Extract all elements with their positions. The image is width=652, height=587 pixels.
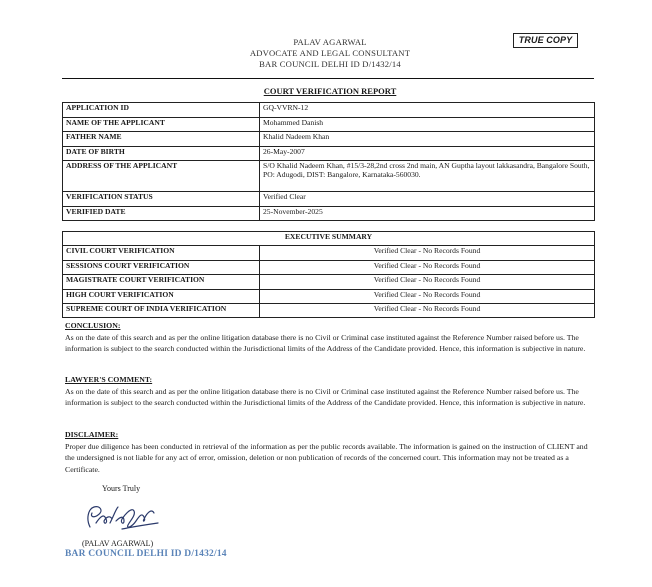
letterhead-name: PALAV AGARWAL [293, 37, 367, 47]
table-row [63, 117, 595, 132]
conclusion-text: As on the date of this search and as per the online litigation database there is no Civil or Criminal case instituted against the Reference Number raised before us. The information is subject to the search conducted within the Jurisdictional limits of the Address of the Candidate provided. Hence, this information is subjective in nature. [65, 332, 586, 353]
table-row [63, 289, 595, 303]
signature-image [82, 499, 162, 535]
row-value: Verified Clear - No Records Found [260, 260, 595, 274]
executive-summary-heading: EXECUTIVE SUMMARY [63, 232, 595, 246]
conclusion-heading: CONCLUSION: [65, 321, 121, 330]
row-label: ADDRESS OF THE APPLICANT [63, 161, 260, 192]
row-label: DATE OF BIRTH [63, 146, 260, 161]
row-value: S/O Khalid Nadeem Khan, #15/3-28,2nd cross 2nd main, AN Guptha layout lakkasandra, Bangalore South, PO: Adugodi, DIST: Bangalore, Karnataka-560030. [260, 161, 595, 192]
lawyers-comment-heading: LAWYER'S COMMENT: [65, 375, 153, 384]
row-value: Verified Clear - No Records Found [260, 303, 595, 317]
table-row [63, 260, 595, 274]
row-value: Mohammed Danish [260, 117, 595, 132]
lawyers-comment-text: As on the date of this search and as per the online litigation database there is no Civil or Criminal case instituted against the Reference Number raised before us. The information is subject to the search conducted within the Jurisdictional limits of the Address of the Candidate provided. Hence, this information is subjective in nature. [65, 386, 586, 407]
row-label: APPLICATION ID [63, 103, 260, 118]
row-value: Verified Clear - No Records Found [260, 275, 595, 289]
report-title-text: COURT VERIFICATION REPORT [263, 86, 397, 96]
table-row [63, 192, 595, 207]
row-label: VERIFICATION STATUS [63, 192, 260, 207]
table-row [63, 103, 595, 118]
row-value: Verified Clear - No Records Found [260, 246, 595, 260]
application-details-table [62, 102, 595, 221]
executive-summary-table [62, 231, 595, 318]
row-value: Khalid Nadeem Khan [260, 132, 595, 147]
table-row [63, 246, 595, 260]
row-label: SESSIONS COURT VERIFICATION [63, 260, 260, 274]
conclusion-section [65, 320, 590, 355]
closing-text: Yours Truly [102, 484, 141, 493]
table-row [63, 132, 595, 147]
report-title [200, 86, 460, 96]
lawyers-comment-section [65, 374, 590, 409]
row-label: MAGISTRATE COURT VERIFICATION [63, 275, 260, 289]
row-label: NAME OF THE APPLICANT [63, 117, 260, 132]
row-label: FATHER NAME [63, 132, 260, 147]
signatory-bar-id: BAR COUNCIL DELHI ID D/1432/14 [65, 549, 227, 559]
table-row [63, 303, 595, 317]
row-value: Verified Clear [260, 192, 595, 207]
row-value: Verified Clear - No Records Found [260, 289, 595, 303]
table-row [63, 275, 595, 289]
letterhead-title: ADVOCATE AND LEGAL CONSULTANT [249, 48, 411, 58]
row-label: SUPREME COURT OF INDIA VERIFICATION [63, 303, 260, 317]
row-value: 26-May-2007 [260, 146, 595, 161]
header-divider [62, 78, 594, 79]
row-label: CIVIL COURT VERIFICATION [63, 246, 260, 260]
table-row [63, 206, 595, 221]
true-copy-stamp: TRUE COPY [513, 33, 578, 48]
disclaimer-heading: DISCLAIMER: [65, 430, 119, 439]
table-row [63, 161, 595, 192]
disclaimer-section [65, 429, 590, 475]
row-value: GQ-VVRN-12 [260, 103, 595, 118]
row-value: 25-November-2025 [260, 206, 595, 221]
row-label: HIGH COURT VERIFICATION [63, 289, 260, 303]
row-label: VERIFIED DATE [63, 206, 260, 221]
table-header-row [63, 232, 595, 246]
signatory-name: (PALAV AGARWAL) [82, 539, 154, 548]
disclaimer-text: Proper due diligence has been conducted in retrieval of the information as per the public records available. The information is gained on the instruction of CLIENT and the undersigned is not liable for any act of error, omission, deletion or non publication of records of the concerned court. This information may not be treated as a Certificate. [65, 441, 588, 474]
table-row [63, 146, 595, 161]
letterhead-bar-id: BAR COUNCIL DELHI ID D/1432/14 [259, 59, 401, 69]
